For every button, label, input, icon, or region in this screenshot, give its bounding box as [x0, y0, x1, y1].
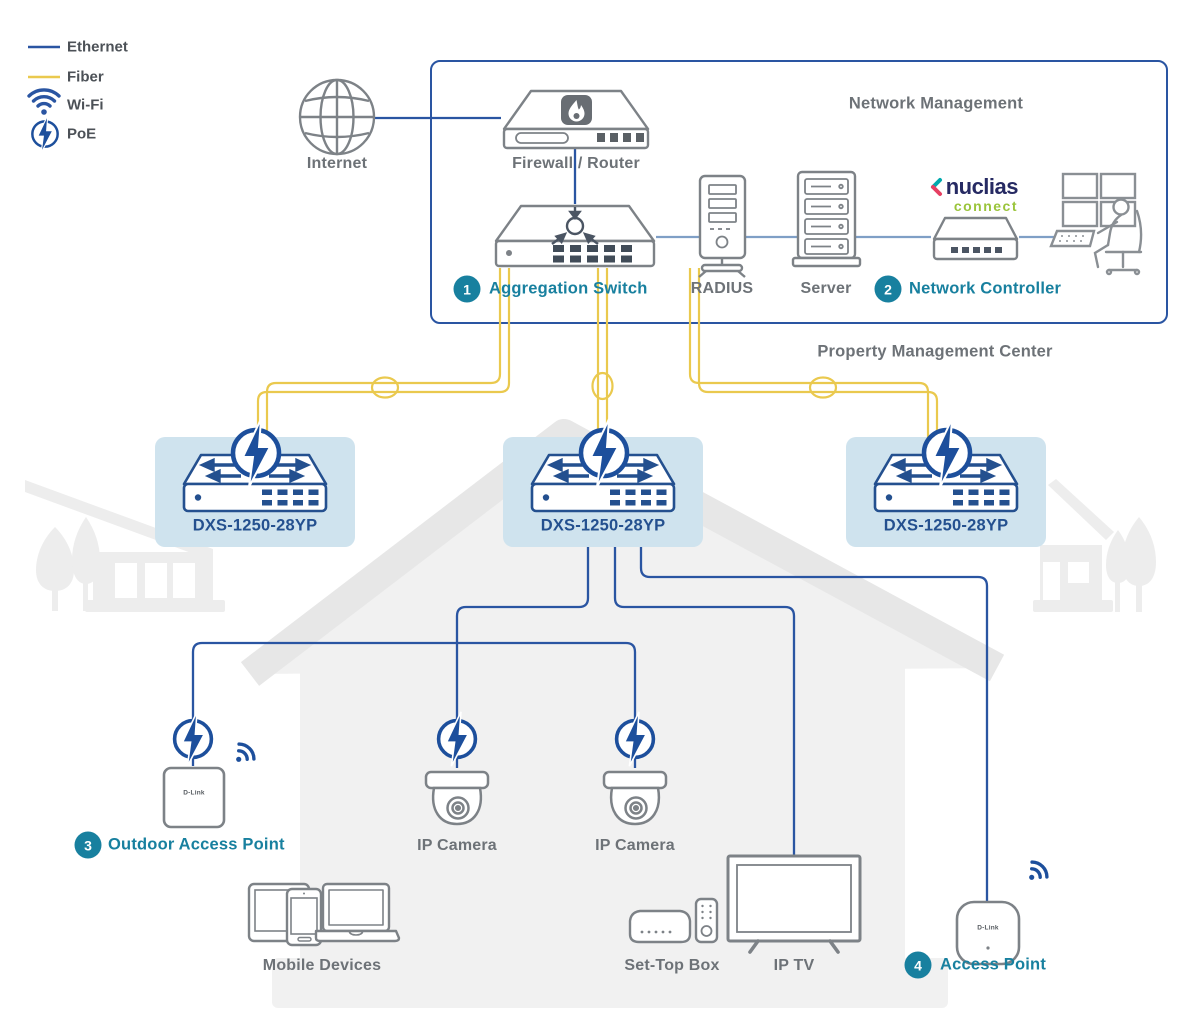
radius-label: RADIUS: [690, 280, 754, 297]
poe-badge-camera1: [439, 712, 476, 766]
dxs-switch-left: [184, 419, 326, 511]
nuclias-brand-text: nuclias: [945, 174, 1018, 199]
marker-3: 3: [75, 832, 102, 859]
switch-model-right: DXS-1250-28YP: [883, 516, 1009, 535]
ip-camera1-icon: [426, 772, 488, 824]
poe-icon: [32, 115, 57, 152]
nuclias-chevron-icon: [929, 177, 943, 197]
firewall-label: Firewall / Router: [512, 155, 640, 172]
ip-tv-icon: [728, 856, 860, 952]
legend-ethernet-label: Ethernet: [67, 38, 128, 56]
server-icon: [793, 172, 860, 266]
wifi-icon: [29, 90, 59, 115]
mobile-devices-label: Mobile Devices: [262, 957, 382, 974]
marker-1: 1: [454, 276, 481, 303]
flame-icon: [561, 95, 592, 125]
marker-4: 4: [905, 952, 932, 979]
set-top-box-label: Set-Top Box: [624, 957, 720, 974]
dxs-switch-right: [875, 419, 1017, 511]
poe-badge-camera2: [617, 712, 654, 766]
outdoor-access-point-label: Outdoor Access Point: [108, 835, 285, 854]
radius-server-icon: [699, 176, 745, 277]
fiber-loop-middle: [593, 373, 613, 399]
outdoor-ap-wifi-waves-icon: [229, 741, 256, 768]
property-management-label: Property Management Center: [817, 342, 1053, 361]
dxs-switch-middle: [532, 419, 674, 511]
outdoor-access-point-icon: [164, 768, 224, 827]
switch-model-left: DXS-1250-28YP: [192, 516, 318, 535]
legend-wifi-label: Wi-Fi: [67, 96, 104, 114]
ap-wifi-waves-icon: [1022, 859, 1049, 886]
nuclias-connect-logo: [916, 176, 1018, 213]
link-outdoorap-camera2: [193, 643, 635, 768]
marker-2: 2: [875, 276, 902, 303]
network-management-title: Network Management: [848, 94, 1024, 113]
nuclias-sub-text: connect: [953, 198, 1018, 214]
switch-model-middle: DXS-1250-28YP: [540, 516, 666, 535]
fiber-loop-left: [372, 378, 398, 398]
internet-globe-icon: [300, 80, 374, 154]
poe-badge-outdoor-ap: [175, 712, 212, 766]
set-top-box-icon: [630, 899, 717, 942]
legend-fiber-label: Fiber: [67, 68, 104, 86]
network-controller-icon: [934, 218, 1017, 259]
legend-icons: [28, 47, 60, 153]
aggregation-switch-icon: [496, 206, 654, 266]
mobile-devices-icon: [249, 884, 399, 945]
firewall-icon: [504, 91, 648, 148]
ip-camera2-icon: [604, 772, 666, 824]
aggregation-switch-label: Aggregation Switch: [489, 279, 648, 298]
ip-camera1-label: IP Camera: [417, 837, 497, 854]
access-point-label: Access Point: [940, 955, 1047, 974]
server-label: Server: [800, 280, 852, 297]
ip-camera2-label: IP Camera: [595, 837, 675, 854]
network-controller-label: Network Controller: [909, 279, 1062, 298]
outdoor-ap-brand-text: D-Link: [183, 789, 205, 797]
legend-poe-label: PoE: [67, 125, 97, 143]
ip-tv-label: IP TV: [773, 957, 815, 974]
operator-workstation-icon: [1051, 174, 1141, 274]
ap-brand-text: D-Link: [977, 924, 999, 932]
link-switch-ap: [641, 547, 987, 901]
fiber-loop-right: [810, 378, 836, 398]
internet-label: Internet: [306, 155, 368, 172]
